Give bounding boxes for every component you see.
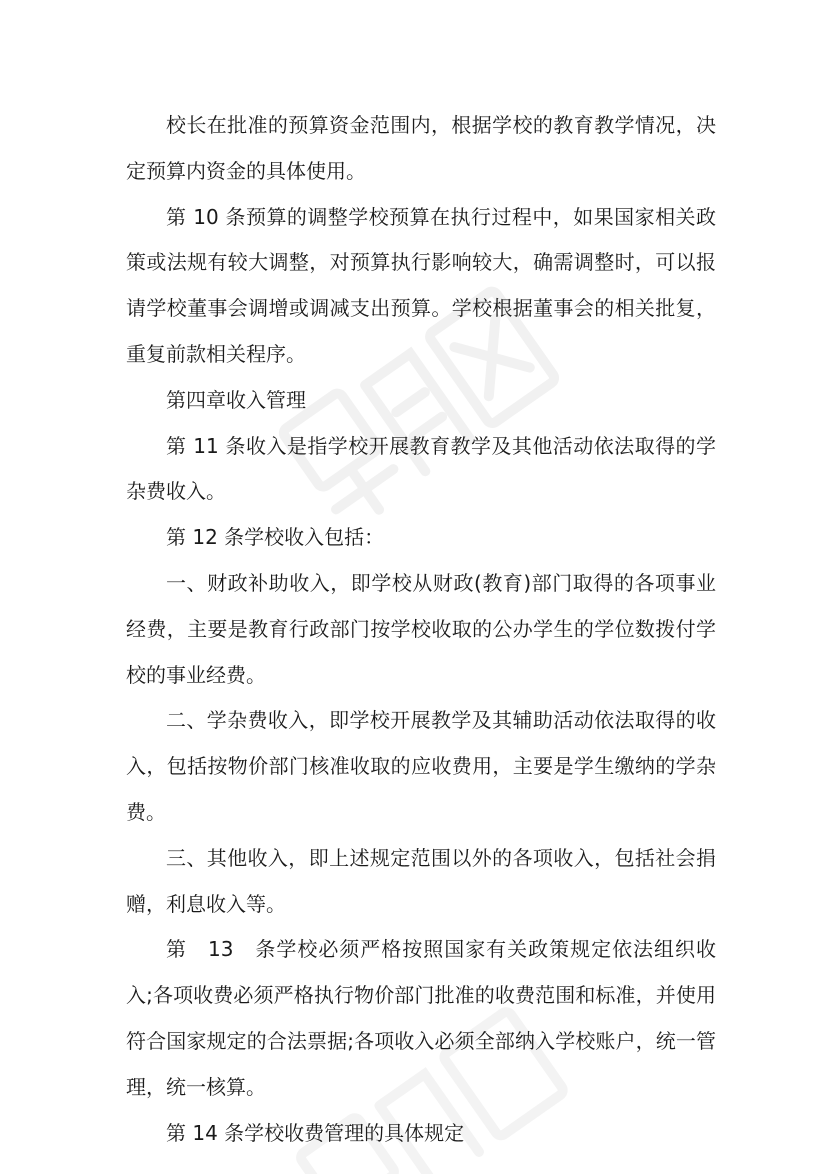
paragraph-article-13: 第 13 条学校必须严格按照国家有关政策规定依法组织收入;各项收费必须严格执行物价部门批准的收费范围和标准，并使用符合国家规定的合法票据;各项收入必须全部纳入学校账户，统一管理，统一核算。 — [126, 937, 716, 1099]
chapter-heading-income-management: 第四章收入管理 — [166, 387, 306, 412]
paragraph-article-14: 第 14 条学校收费管理的具体规定 — [166, 1120, 465, 1145]
paragraph-budget-usage: 校长在批准的预算资金范围内，根据学校的教育教学情况，决定预算内资金的具体使用。 — [126, 113, 716, 183]
paragraph-article-12: 第 12 条学校收入包括： — [166, 525, 385, 550]
paragraph-item-1-fiscal-subsidy: 一、财政补助收入，即学校从财政(教育)部门取得的各项事业经费，主要是教育行政部门按学校收取的公办学生的学位数拨付学校的事业经费。 — [126, 570, 716, 687]
paragraph-item-3-other-income: 三、其他收入，即上述规定范围以外的各项收入，包括社会捐赠，利息收入等。 — [126, 845, 716, 916]
paragraph-item-2-tuition: 二、学杂费收入，即学校开展教学及其辅助活动依法取得的收入，包括按物价部门核准收取的应收费用，主要是学生缴纳的学杂费。 — [126, 708, 716, 824]
document-body — [126, 103, 716, 1156]
paragraph-article-11: 第 11 条收入是指学校开展教育教学及其他活动依法取得的学杂费收入。 — [126, 433, 716, 504]
paragraph-article-10: 第 10 条预算的调整学校预算在执行过程中，如果国家相关政策或法规有较大调整，对预算执行影响较大，确需调整时，可以报请学校董事会调增或调减支出预算。学校根据董事会的相关批复，重复前款相关程序。 — [126, 204, 716, 366]
